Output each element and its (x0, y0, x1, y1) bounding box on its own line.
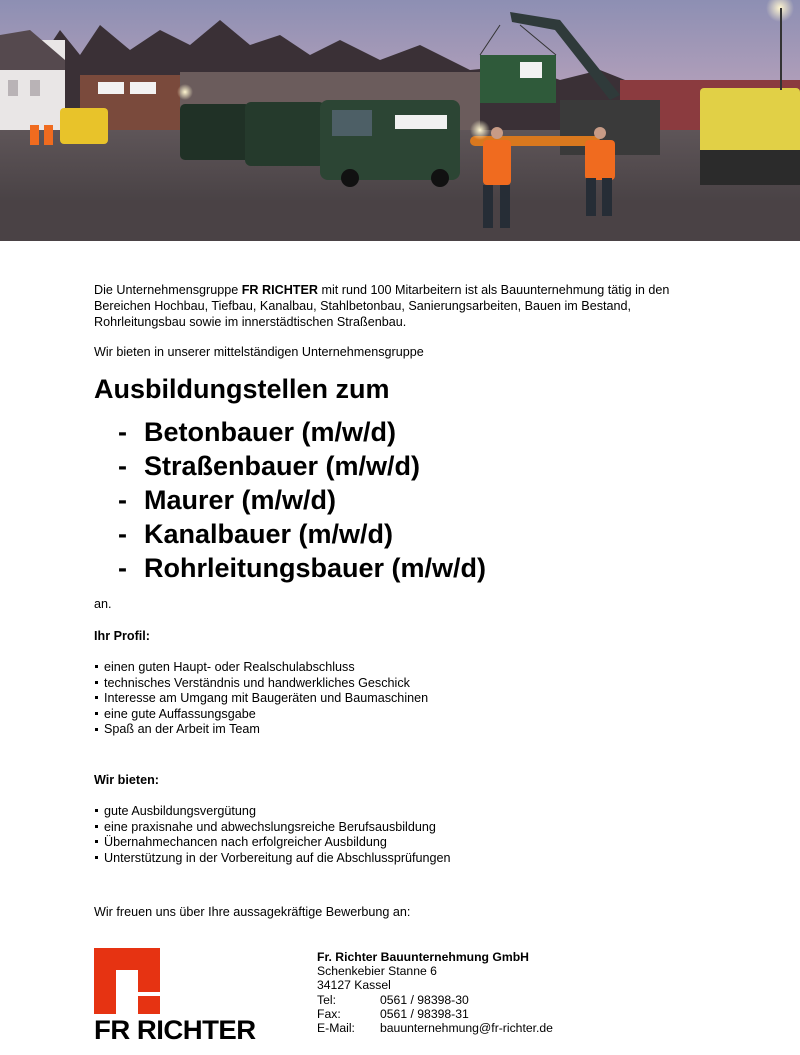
position-title: Kanalbauer (m/w/d) (144, 519, 394, 549)
intro-company-name: FR RICHTER (241, 283, 318, 297)
position-item (94, 415, 734, 449)
construction-yard-illustration (0, 0, 800, 241)
benefit-item: gute Ausbildungsvergütung (94, 804, 734, 820)
position-item (94, 551, 734, 585)
benefit-item: Übernahmechancen nach erfolgreicher Ausbildung (94, 835, 734, 851)
contact-city: 34127 Kassel (317, 978, 391, 993)
profile-item: technisches Verständnis und handwerkliches Geschick (94, 676, 734, 692)
dash: - (118, 485, 127, 515)
position-item (94, 449, 734, 483)
position-title: Straßenbauer (m/w/d) (144, 451, 421, 481)
benefit-item: Unterstützung in der Vorbereitung auf die Abschlussprüfungen (94, 851, 734, 867)
bullet-icon (95, 665, 98, 668)
contact-street: Schenkebier Stanne 6 (317, 964, 437, 979)
an-text: an. (94, 597, 112, 611)
profile-item: Spaß an der Arbeit im Team (94, 722, 734, 738)
benefits-title: Wir bieten: (94, 772, 159, 787)
bullet-icon (95, 809, 98, 812)
profile-item: einen guten Haupt- oder Realschulabschluss (94, 660, 734, 676)
bullet-icon (95, 856, 98, 859)
intro-text: mit rund 100 Mitarbeitern ist als Bauunternehmung tätig in den (317, 283, 670, 297)
intro-text: Rohrleitungsbau sowie im innerstädtischen Straßenbau. (94, 315, 407, 329)
bullet-icon (95, 712, 98, 715)
position-title: Maurer (m/w/d) (144, 485, 337, 515)
benefit-item: eine praxisnahe und abwechslungsreiche Berufsausbildung (94, 820, 734, 836)
dash: - (118, 553, 127, 583)
bullet-icon (95, 728, 98, 731)
bullet-icon (95, 825, 98, 828)
dash: - (118, 519, 127, 549)
offer-line: Wir bieten in unserer mittelständigen Unternehmensgruppe (94, 345, 424, 359)
bullet-icon (95, 696, 98, 699)
bullet-icon (95, 840, 98, 843)
position-title: Betonbauer (m/w/d) (144, 417, 397, 447)
profile-list (94, 660, 734, 738)
positions-list (94, 415, 734, 585)
company-logo (94, 948, 264, 1044)
email-label: E-Mail: (317, 1021, 355, 1036)
profile-title: Ihr Profil: (94, 629, 150, 643)
intro-text: Bereichen Hochbau, Tiefbau, Kanalbau, Stahlbetonbau, Sanierungsarbeiten, Bauen im Bestand, (94, 299, 632, 313)
position-title: Rohrleitungsbauer (m/w/d) (144, 553, 487, 583)
hero-photo (0, 0, 800, 241)
tel-label: Tel: (317, 992, 336, 1007)
closing-line: Wir freuen uns über Ihre aussagekräftige Bewerbung an: (94, 905, 411, 920)
tel-value: 0561 / 98398-30 (380, 992, 469, 1007)
contact-email-row (317, 1021, 553, 1035)
position-item (94, 483, 734, 517)
job-ad-content (94, 282, 734, 920)
profile-item: eine gute Auffassungsgabe (94, 707, 734, 723)
benefits-list (94, 804, 734, 866)
logo-mark-icon (94, 948, 164, 1014)
dash: - (118, 417, 127, 447)
contact-tel-row (317, 993, 553, 1007)
dash: - (118, 451, 127, 481)
fax-label: Fax: (317, 1006, 341, 1021)
profile-item: Interesse am Umgang mit Baugeräten und Baumaschinen (94, 691, 734, 707)
intro-paragraph (94, 282, 734, 330)
contact-company: Fr. Richter Bauunternehmung GmbH (317, 950, 529, 964)
contact-block (317, 950, 553, 1035)
bullet-icon (95, 681, 98, 684)
email-link[interactable]: bauunternehmung@fr-richter.de (380, 1021, 553, 1036)
logo-wordmark: FR RICHTER (94, 1015, 256, 1045)
position-item (94, 517, 734, 551)
headline: Ausbildungstellen zum (94, 374, 390, 404)
contact-fax-row (317, 1007, 553, 1021)
intro-text: Die Unternehmensgruppe (94, 283, 242, 297)
fax-value: 0561 / 98398-31 (380, 1006, 469, 1021)
